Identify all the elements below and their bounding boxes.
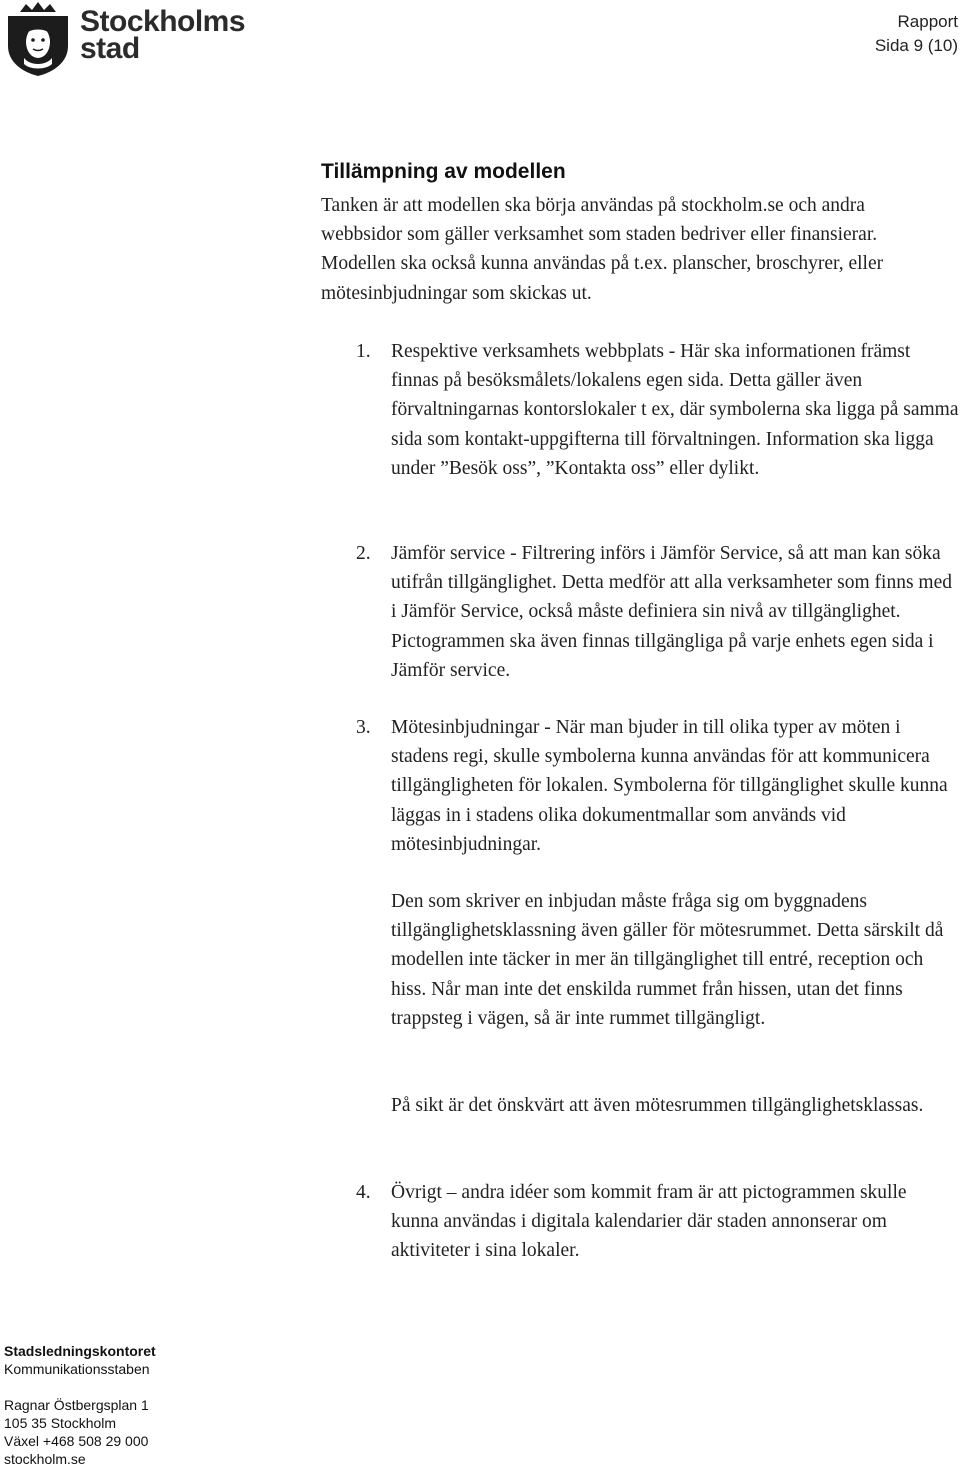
logo-wordmark: [80, 5, 246, 65]
footer-unit: Kommunikationsstaben: [4, 1361, 150, 1377]
footer-phone: Växel +468 508 29 000: [4, 1433, 149, 1449]
list-item-text: Respektive verksamhets webbplats - Här ska informationen främst finnas på besöksmålets/lokalens egen sida. Detta gäller även förvaltningarnas kontorslokaler t ex, där symbolerna ska ligga på samma sida som kontakt-uppgifterna till förvaltningen. Information ska ligga under ”Besök oss”, ”Kontakta oss” eller dylikt.: [391, 341, 959, 479]
list-item-number: 1.: [356, 341, 371, 362]
list-item-number: 4.: [356, 1182, 371, 1203]
document-type: Rapport: [897, 12, 958, 31]
footer-organization: Stadsledningskontoret: [4, 1343, 156, 1359]
footer-website: stockholm.se: [4, 1451, 86, 1467]
crest-icon: [6, 2, 70, 76]
document-meta: [875, 10, 958, 58]
footer-address: Ragnar Östbergsplan 1: [4, 1397, 149, 1413]
list-item-number: 2.: [356, 543, 371, 564]
page-number: Sida 9 (10): [874, 36, 958, 55]
footer-postal: 105 35 Stockholm: [4, 1415, 117, 1431]
footer: [4, 1342, 156, 1468]
list-item-text: Övrigt – andra idéer som kommit fram är att pictogrammen skulle kunna användas i digitala kalendarier där staden annonserar om aktiviteter i sina lokaler.: [391, 1182, 907, 1262]
list-item-text: På sikt är det önskvärt att även mötesrummen tillgänglighetsklassas.: [391, 1095, 924, 1116]
list-item-text: Jämför service - Filtrering införs i Jämför Service, så att man kan söka utifrån tillgänglighet. Detta medför att alla verksamheter som finns med i Jämför Service, också måste definiera sin nivå av tillgänglighet. Pictogrammen ska även finnas tillgängliga på varje enhets egen sida i Jämför service.: [391, 543, 952, 681]
intro-paragraph: Tanken är att modellen ska börja användas på stockholm.se och andra webbsidor som gäller verksamhet som staden bedriver eller finansierar. Modellen ska också kunna användas på t.ex. planscher, broschyrer, eller mötesinbjudningar som skickas ut.: [321, 195, 884, 304]
list-item-number: 3.: [356, 717, 371, 738]
list-item-text: Den som skriver en inbjudan måste fråga sig om byggnadens tillgänglighetsklassning även gäller för mötesrummet. Detta särskilt då modellen inte täcker in mer än tillgänglighet till entré, reception och hiss. Når man inte det enskilda rummet från hissen, utan det finns trappsteg i vägen, så är inte rummet tillgängligt.: [391, 891, 944, 1029]
section-title: Tillämpning av modellen: [321, 160, 566, 183]
logo-line-1: Stockholms: [80, 5, 246, 38]
list-item-text: Mötesinbjudningar - När man bjuder in till olika typer av möten i stadens regi, skulle symbolerna kunna användas för att kommunicera tillgängligheten för lokalen. Symbolerna för tillgänglighet skulle kunna läggas in i stadens olika dokumentmallar som används vid mötesinbjudningar.: [391, 717, 948, 855]
logo-line-2: stad: [80, 32, 140, 65]
stockholms-stad-logo: [6, 2, 245, 76]
